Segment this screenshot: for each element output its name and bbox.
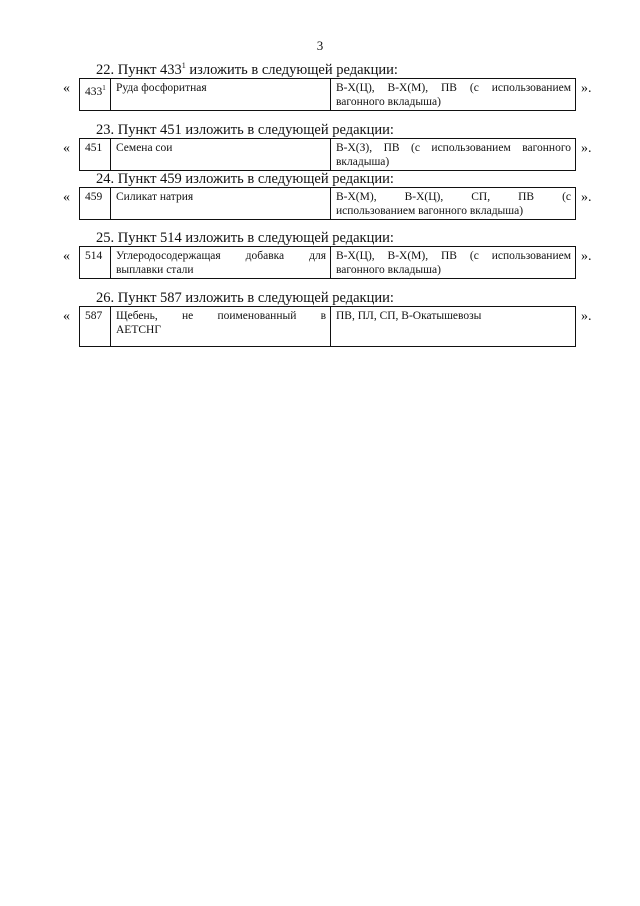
section-heading: 23. Пункт 451 изложить в следующей редакции: (96, 122, 394, 138)
closing-quote: ». (581, 190, 592, 205)
section-heading: 26. Пункт 587 изложить в следующей редакции: (96, 290, 394, 306)
item-code-cell: 587 (80, 307, 111, 347)
cargo-name-cell: Семена сои (111, 139, 331, 171)
table-row (80, 247, 576, 279)
opening-quote: « (63, 190, 70, 205)
table-row (80, 188, 576, 220)
cargo-name-cell: Щебень, не поименованный в АЕТСНГ (111, 307, 331, 347)
section-heading: 22. Пункт $433^1$ изложить в следующей редакции: (96, 61, 398, 78)
cargo-name-cell: Руда фосфоритная (111, 79, 331, 111)
amendment-table (79, 306, 576, 347)
wagon-types-cell: В-Х(Ц), В-Х(М), ПВ (с использованием вагонного вкладыша) (331, 79, 576, 111)
table-row (80, 139, 576, 171)
item-code-cell: $433^1$ (80, 79, 111, 111)
superscript: 1 (181, 61, 186, 71)
cargo-name-cell: Силикат натрия (111, 188, 331, 220)
opening-quote: « (63, 309, 70, 324)
table-row (80, 79, 576, 111)
opening-quote: « (63, 81, 70, 96)
section-heading: 24. Пункт 459 изложить в следующей редакции: (96, 171, 394, 187)
closing-quote: ». (581, 309, 592, 324)
wagon-types-cell: В-Х(М), В-Х(Ц), СП, ПВ (с использованием вагонного вкладыша) (331, 188, 576, 220)
opening-quote: « (63, 141, 70, 156)
amendment-table (79, 78, 576, 111)
section-heading: 25. Пункт 514 изложить в следующей редакции: (96, 230, 394, 246)
page-number: 3 (316, 38, 324, 53)
item-code-cell: 451 (80, 139, 111, 171)
item-code-cell: 514 (80, 247, 111, 279)
table-row (80, 307, 576, 347)
item-code-cell: 459 (80, 188, 111, 220)
wagon-types-cell: ПВ, ПЛ, СП, В-Окатышевозы (331, 307, 576, 347)
wagon-types-cell: В-Х(Ц), В-Х(М), ПВ (с использованием вагонного вкладыша) (331, 247, 576, 279)
closing-quote: ». (581, 141, 592, 156)
amendment-table (79, 187, 576, 220)
closing-quote: ». (581, 249, 592, 264)
opening-quote: « (63, 249, 70, 264)
superscript: 1 (102, 84, 106, 92)
wagon-types-cell: В-Х(З), ПВ (с использованием вагонного вкладыша) (331, 139, 576, 171)
amendment-table (79, 138, 576, 171)
closing-quote: ». (581, 81, 592, 96)
cargo-name-cell: Углеродосодержащая добавка для выплавки стали (111, 247, 331, 279)
amendment-table (79, 246, 576, 279)
